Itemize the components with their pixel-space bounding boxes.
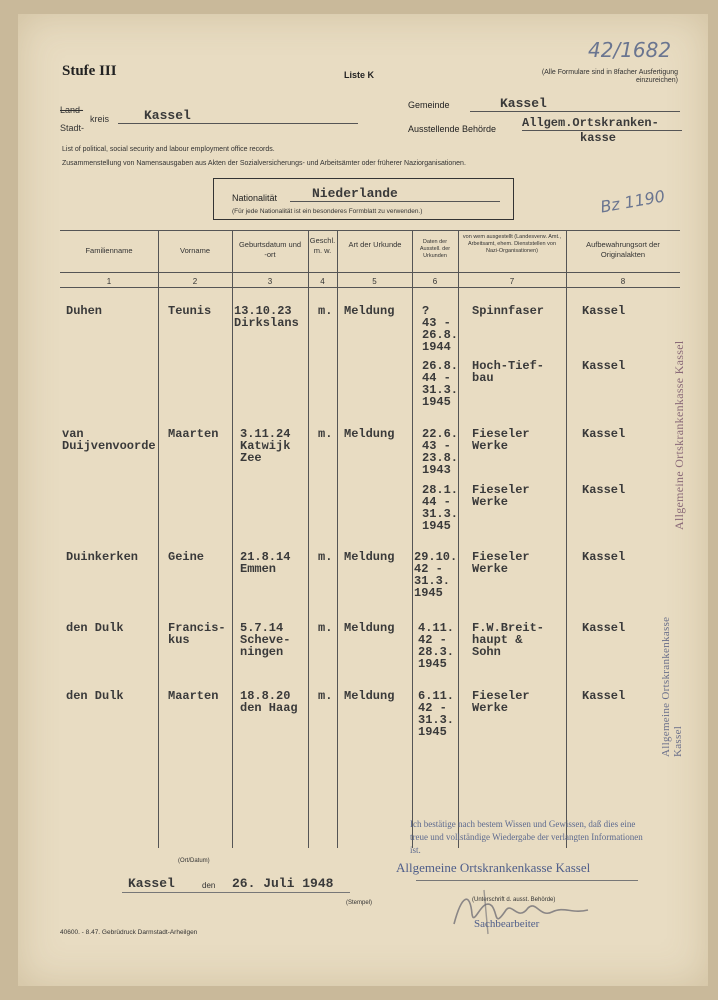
row4-geburt: 5.7.14 Scheve- ningen xyxy=(240,621,291,659)
row1-von-a: Spinnfaser xyxy=(472,304,545,318)
nationality-value: Niederlande xyxy=(290,186,500,202)
header-art: Art der Urkunde xyxy=(348,240,402,249)
behoerde-value-1: Allgem.Ortskranken- xyxy=(522,116,682,131)
row5-geburt: 18.8.20 den Haag xyxy=(240,689,298,715)
col-divider-4 xyxy=(337,230,338,848)
col-number-8: 8 xyxy=(620,277,626,286)
row2-geschlecht: m. xyxy=(318,427,333,441)
row4-ort-a: Kassel xyxy=(582,621,626,635)
footer-datum: 26. Juli 1948 xyxy=(232,876,334,891)
row3-von-a: Fieseler Werke xyxy=(472,550,530,576)
row4-vorname: Francis- kus xyxy=(168,621,226,647)
stufe-title: Stufe III xyxy=(62,63,117,79)
table-header-line xyxy=(60,272,680,273)
behoerde-label: Ausstellende Behörde xyxy=(408,124,497,134)
row2-daten-b: 28.1. 44 - 31.3. 1945 xyxy=(422,483,459,533)
row1-vorname: Teunis xyxy=(168,304,212,318)
row3-ort-a: Kassel xyxy=(582,550,626,564)
row2-ort-a: Kassel xyxy=(582,427,626,441)
row4-geschlecht: m. xyxy=(318,621,333,635)
col-number-5: 5 xyxy=(372,277,377,286)
row4-von-a: F.W.Breit- haupt & Sohn xyxy=(472,621,545,659)
row4-daten-a: 4.11. 42 - 28.3. 1945 xyxy=(418,621,455,671)
row1-geschlecht: m. xyxy=(318,304,333,318)
signature-line xyxy=(416,880,638,881)
row5-geschlecht: m. xyxy=(318,689,333,703)
row3-familienname: Duinkerken xyxy=(66,550,139,564)
row2-geburt: 3.11.24 Katwijk Zee xyxy=(240,427,291,465)
row3-geburt: 21.8.14 Emmen xyxy=(240,550,291,576)
side-stamp-lower: Allgemeine Ortskrankenkasse Kassel xyxy=(660,616,684,757)
row1-familienname: Duhen xyxy=(66,304,103,318)
row1-von-b: Hoch-Tief- bau xyxy=(472,359,545,385)
row3-daten-a: 29.10. 42 - 31.3. 1945 xyxy=(414,550,458,600)
kreis-value: Kassel xyxy=(118,108,358,124)
row2-von-b: Fieseler Werke xyxy=(472,483,530,509)
header-geschlecht: Geschl. m. w. xyxy=(309,236,336,255)
nationality-label: Nationalität xyxy=(232,193,278,203)
row5-vorname: Maarten xyxy=(168,689,219,703)
col-divider-7 xyxy=(566,230,567,848)
side-stamp-upper: Allgemeine Ortskrankenkasse Kassel xyxy=(672,340,686,530)
ort-datum-label: (Ort/Datum) xyxy=(178,858,210,864)
row1-daten-a: ? 43 - 26.8. 1944 xyxy=(422,304,459,354)
header-aufbewahrungsort: Aufbewahrungsort der Originalakten xyxy=(586,240,660,259)
header-geburtsdatum: Geburtsdatum und -ort xyxy=(238,240,302,259)
office-stamp: Allgemeine Ortskrankenkasse Kassel xyxy=(396,860,591,875)
copies-note: (Alle Formulare sind in 8facher Ausfertigung einzureichen) xyxy=(541,69,678,85)
col-number-2: 2 xyxy=(192,277,198,286)
liste-title: Liste K xyxy=(344,70,375,80)
col-divider-5 xyxy=(412,230,413,848)
row5-art: Meldung xyxy=(344,689,395,703)
header-von-wem: von wem ausgestellt (Landesverw. Amt., Arbeitsamt, ehem. Dienststellen von Nazi-Organisationen) xyxy=(462,234,562,255)
row2-vorname: Maarten xyxy=(168,427,219,441)
footer-den: den xyxy=(202,881,216,890)
col-number-6: 6 xyxy=(432,277,438,286)
row3-vorname: Geine xyxy=(168,550,205,564)
row5-von-a: Fieseler Werke xyxy=(472,689,530,715)
sachbearbeiter-label: Sachbearbeiter xyxy=(474,918,540,930)
row3-geschlecht: m. xyxy=(318,550,333,564)
pencil-note: Bz 1190 xyxy=(598,186,667,217)
certification-text: Ich bestätige nach bestem Wissen und Gewissen, daß dies eine treue und vollständige Wiedergabe der verlangten Informationen ist. xyxy=(410,819,643,856)
handwritten-signature xyxy=(448,884,608,940)
row2-art: Meldung xyxy=(344,427,395,441)
row4-art: Meldung xyxy=(344,621,395,635)
behoerde-value-2: kasse xyxy=(580,131,617,145)
col-divider-1 xyxy=(158,230,159,848)
col-number-1: 1 xyxy=(106,277,112,286)
german-description: Zusammenstellung von Namensausgaben aus Akten der Sozialversicherungs- und Arbeitsämter oder früherer Naziorganisationen. xyxy=(62,160,466,167)
row1-ort-a: Kassel xyxy=(582,304,626,318)
gemeinde-label: Gemeinde xyxy=(408,100,450,110)
row1-art: Meldung xyxy=(344,304,395,318)
kreis-label: kreis xyxy=(90,114,110,124)
col-divider-3 xyxy=(308,230,309,848)
footer-ort: Kassel xyxy=(128,876,175,891)
row5-familienname: den Dulk xyxy=(66,689,124,703)
archive-reference: 42/1682 xyxy=(588,38,672,62)
printer-imprint: 40600. - 8.47. Gebrüdruck Darmstadt-Arheilgen xyxy=(60,929,198,936)
land-label: Land- xyxy=(60,105,84,115)
row5-ort-a: Kassel xyxy=(582,689,626,703)
english-description: List of political, social security and labour employment office records. xyxy=(62,146,275,153)
nationality-note: (Für jede Nationalität ist ein besonderes Formblatt zu verwenden.) xyxy=(232,208,423,215)
table-top-line xyxy=(60,230,680,231)
col-number-3: 3 xyxy=(267,277,273,286)
row1-daten-b: 26.8. 44 - 31.3. 1945 xyxy=(422,359,459,409)
row1-geburt: 13.10.23 Dirkslans xyxy=(234,304,299,330)
header-daten: Daten der Ausstell. der Urkunden xyxy=(419,239,451,260)
row5-daten-a: 6.11. 42 - 31.3. 1945 xyxy=(418,689,455,739)
header-familienname: Familienname xyxy=(85,246,133,255)
signature-label: (Unterschrift d. ausst. Behörde) xyxy=(472,897,556,903)
row2-ort-b: Kassel xyxy=(582,483,626,497)
col-divider-2 xyxy=(232,230,233,848)
row3-art: Meldung xyxy=(344,550,395,564)
stadt-label: Stadt- xyxy=(60,123,85,133)
header-vorname: Vorname xyxy=(179,246,211,255)
stempel-label: (Stempel) xyxy=(346,900,373,906)
gemeinde-value: Kassel xyxy=(470,96,680,112)
row4-familienname: den Dulk xyxy=(66,621,124,635)
col-number-7: 7 xyxy=(509,277,515,286)
date-line xyxy=(122,892,350,893)
table-numbers-line xyxy=(60,287,680,288)
col-divider-6 xyxy=(458,230,459,848)
col-number-4: 4 xyxy=(320,277,325,286)
row2-daten-a: 22.6. 43 - 23.8. 1943 xyxy=(422,427,459,477)
row2-familienname: van Duijvenvoorde xyxy=(62,427,156,453)
row1-ort-b: Kassel xyxy=(582,359,626,373)
row2-von-a: Fieseler Werke xyxy=(472,427,530,453)
